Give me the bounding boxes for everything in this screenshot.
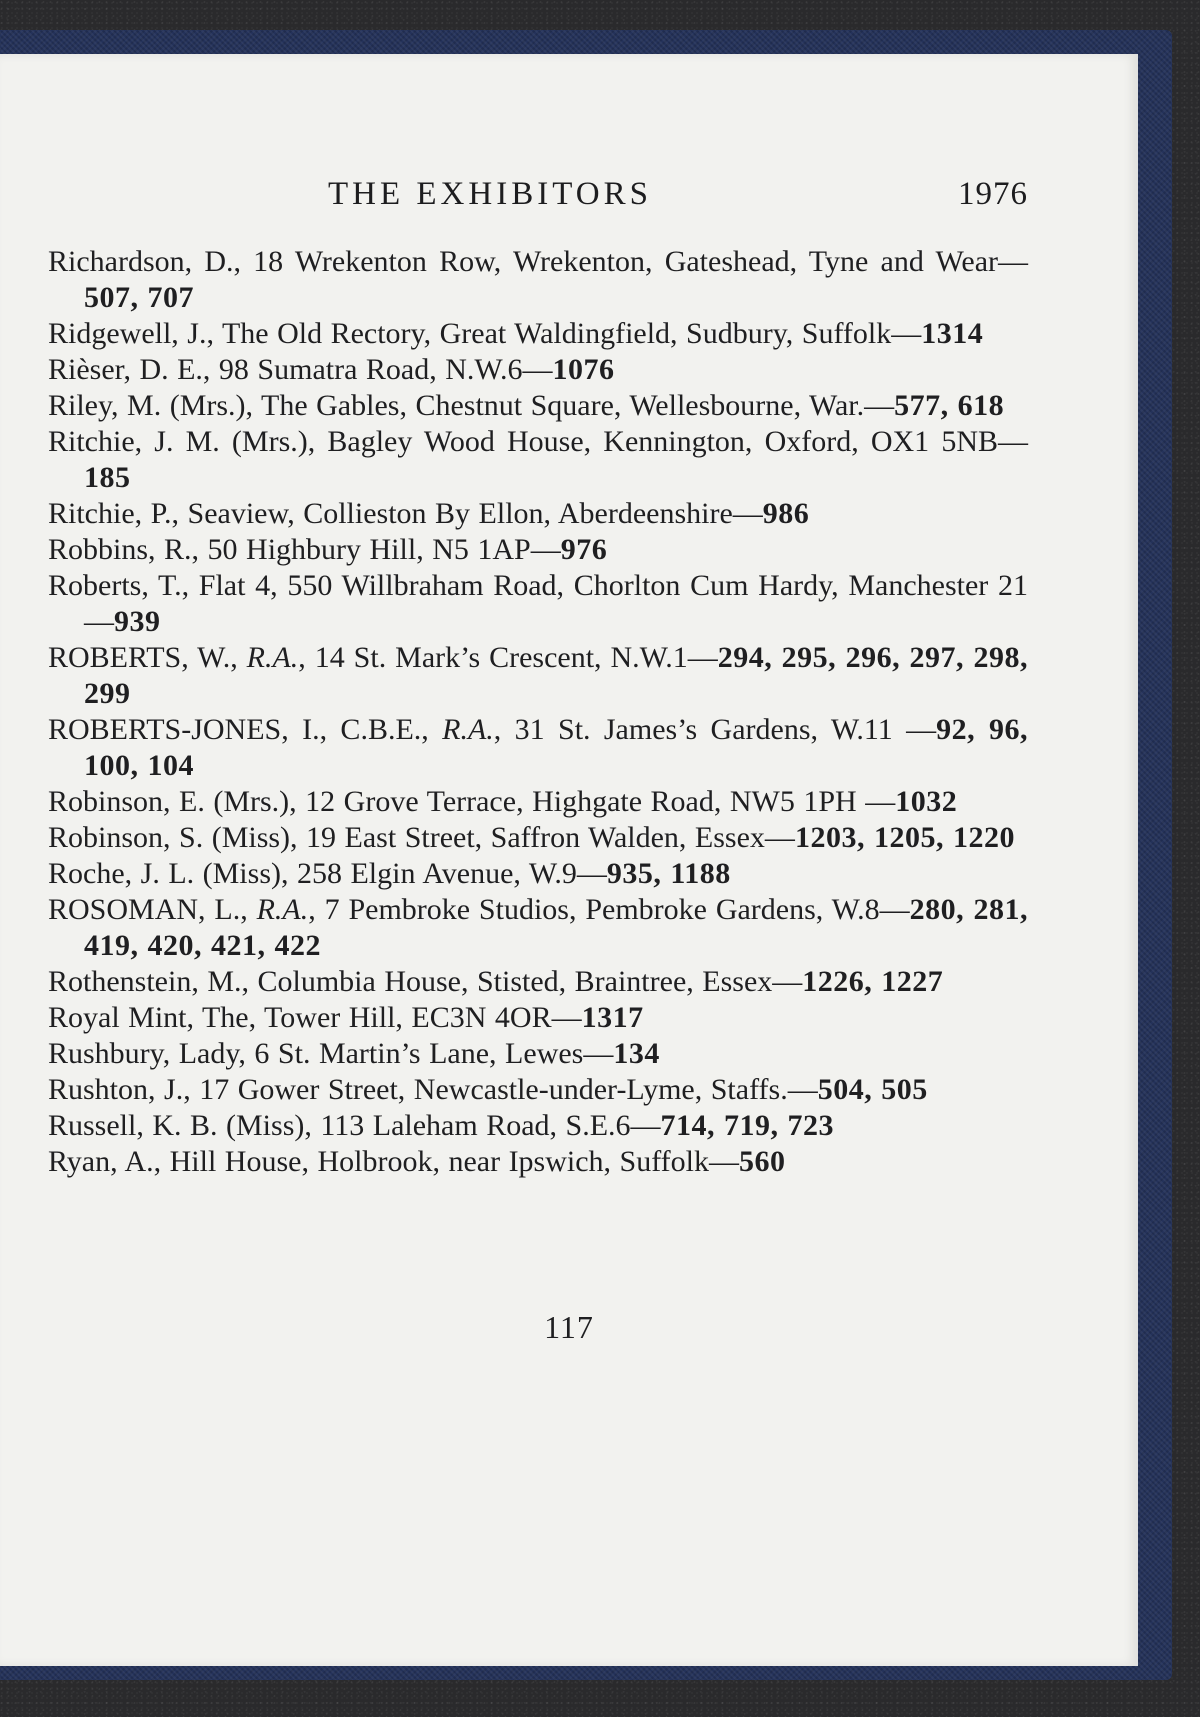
exhibitor-entry <box>48 424 1028 496</box>
exhibitor-entry <box>48 964 1028 1000</box>
running-head <box>48 176 1028 216</box>
entry-text: Ritchie, J. M. (Mrs.), Bagley Wood House, Kennington, Oxford, OX1 5NB— <box>48 425 1028 458</box>
entry-catalogue-numbers: 1317 <box>581 1001 644 1034</box>
exhibitor-entry <box>48 820 1028 856</box>
entry-address: , 14 St. Mark’s Crescent, N.W.1— <box>298 641 718 674</box>
exhibitor-entry <box>48 892 1028 964</box>
entry-catalogue-numbers: 1203, 1205, 1220 <box>794 821 1015 854</box>
exhibitor-entry <box>48 568 1028 640</box>
entry-text: Rushbury, Lady, 6 St. Martin’s Lane, Lewes— <box>48 1037 614 1070</box>
exhibitor-entry <box>48 316 1028 352</box>
entry-text: Richardson, D., 18 Wrekenton Row, Wrekenton, Gateshead, Tyne and Wear— <box>48 245 1028 278</box>
entry-catalogue-numbers: 714, 719, 723 <box>660 1109 835 1142</box>
exhibitor-entry <box>48 856 1028 892</box>
entry-text: Russell, K. B. (Miss), 113 Laleham Road, S.E.6— <box>48 1109 661 1142</box>
entry-text: ROBERTS, W., <box>48 641 247 674</box>
entry-catalogue-numbers: 185 <box>84 461 131 494</box>
entry-text: Robbins, R., 50 Highbury Hill, N5 1AP— <box>48 533 561 566</box>
entry-catalogue-numbers: 976 <box>560 533 608 566</box>
exhibitor-entry <box>48 244 1028 316</box>
entry-catalogue-numbers: 1314 <box>921 317 984 350</box>
entry-text: Robinson, S. (Miss), 19 East Street, Saffron Walden, Essex— <box>48 821 795 854</box>
exhibitor-entry <box>48 532 1028 568</box>
page-number: 117 <box>544 1309 594 1345</box>
exhibitor-entry <box>48 640 1028 712</box>
entry-text: Ridgewell, J., The Old Rectory, Great Waldingfield, Sudbury, Suffolk— <box>48 317 922 350</box>
entry-catalogue-numbers: 1076 <box>552 353 615 386</box>
running-year: 1976 <box>958 176 1028 212</box>
entry-text: Rothenstein, M., Columbia House, Stisted, Braintree, Essex— <box>48 965 803 998</box>
exhibitor-list <box>48 244 1028 1180</box>
entry-text: Rièser, D. E., 98 Sumatra Road, N.W.6— <box>48 353 553 386</box>
royal-academician-mark: R.A. <box>256 893 309 926</box>
entry-text: Roche, J. L. (Miss), 258 Elgin Avenue, W.9— <box>48 857 607 890</box>
entry-catalogue-numbers: 280, 281, 419, 420, 421, 422 <box>84 893 1029 962</box>
entry-catalogue-numbers: 92, 96, 100, 104 <box>84 713 1028 782</box>
exhibitor-entry <box>48 1072 1028 1108</box>
exhibitor-entry <box>48 1000 1028 1036</box>
entry-catalogue-numbers: 939 <box>114 605 161 638</box>
exhibitor-entry <box>48 784 1028 820</box>
exhibitor-entry <box>48 1144 1028 1180</box>
exhibitor-entry <box>48 388 1028 424</box>
entry-text: Rushton, J., 17 Gower Street, Newcastle-under-Lyme, Staffs.— <box>48 1073 818 1106</box>
entry-catalogue-numbers: 577, 618 <box>894 389 1005 422</box>
exhibitor-entry <box>48 352 1028 388</box>
entry-address: , 7 Pembroke Studios, Pembroke Gardens, W.8— <box>308 893 910 926</box>
exhibitor-entry <box>48 1036 1028 1072</box>
entry-text: ROSOMAN, L., <box>48 893 257 926</box>
entry-catalogue-numbers: 560 <box>739 1145 786 1178</box>
running-title: THE EXHIBITORS <box>328 176 652 212</box>
royal-academician-mark: R.A. <box>246 641 299 674</box>
exhibitor-entry <box>48 496 1028 532</box>
entry-catalogue-numbers: 1032 <box>895 785 958 818</box>
entry-text: Robinson, E. (Mrs.), 12 Grove Terrace, Highgate Road, NW5 1PH — <box>48 785 896 818</box>
entry-catalogue-numbers: 935, 1188 <box>606 857 731 890</box>
entry-catalogue-numbers: 294, 295, 296, 297, 298, 299 <box>84 641 1028 710</box>
entry-catalogue-numbers: 986 <box>762 497 810 530</box>
book-page <box>0 54 1138 1666</box>
entry-catalogue-numbers: 507, 707 <box>84 281 194 314</box>
entry-catalogue-numbers: 504, 505 <box>817 1073 928 1106</box>
entry-text: Ritchie, P., Seaview, Collieston By Ellon, Aberdeenshire— <box>48 497 763 530</box>
exhibitor-entry <box>48 712 1028 784</box>
entry-text: Ryan, A., Hill House, Holbrook, near Ipswich, Suffolk— <box>48 1145 740 1178</box>
entry-text: Royal Mint, The, Tower Hill, EC3N 4OR— <box>48 1001 582 1034</box>
entry-text: Roberts, T., Flat 4, 550 Willbraham Road, Chorlton Cum Hardy, Manchester 21— <box>48 569 1028 638</box>
royal-academician-mark: R.A. <box>442 713 494 746</box>
exhibitor-entry <box>48 1108 1028 1144</box>
entry-text: Riley, M. (Mrs.), The Gables, Chestnut Square, Wellesbourne, War.— <box>48 389 895 422</box>
entry-catalogue-numbers: 134 <box>613 1037 660 1070</box>
entry-address: , 31 St. James’s Gardens, W.11 — <box>493 713 937 746</box>
entry-catalogue-numbers: 1226, 1227 <box>802 965 944 998</box>
entry-text: ROBERTS-JONES, I., C.B.E., <box>48 713 443 746</box>
